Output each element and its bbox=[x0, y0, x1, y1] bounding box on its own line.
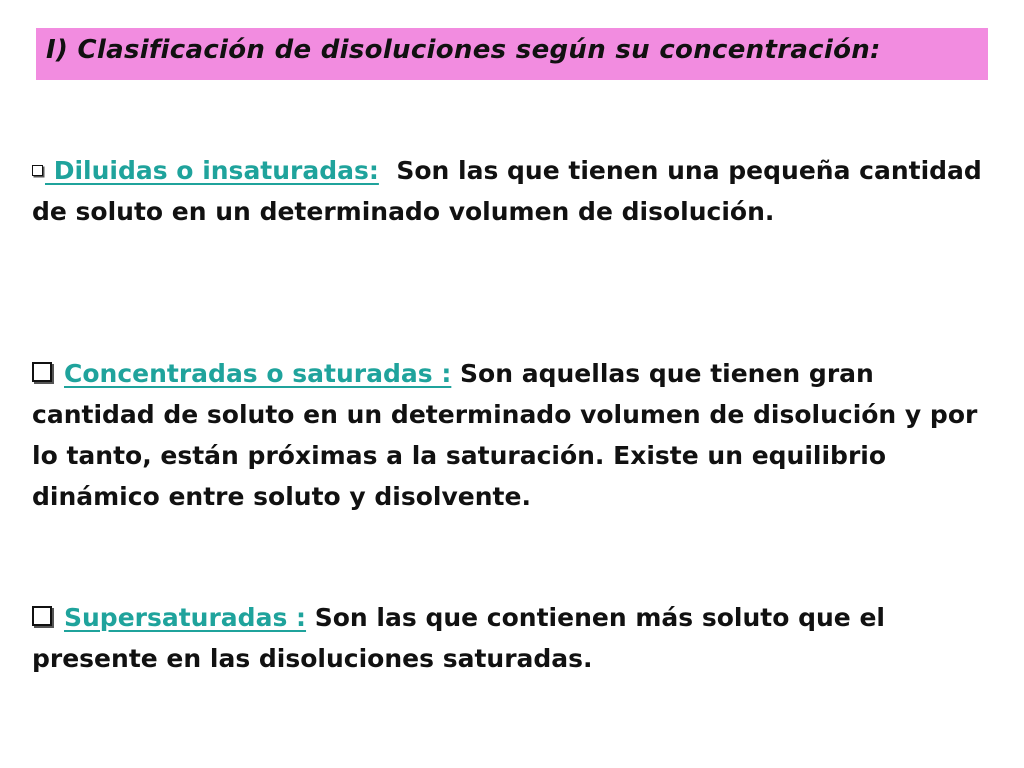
slide-title: I) Clasificación de disoluciones según su concentración: bbox=[46, 35, 881, 65]
title-banner bbox=[36, 28, 988, 80]
hollow-square-bullet-icon bbox=[32, 165, 43, 176]
definition-concentradas: Son aquellas que tienen gran cantidad de soluto en un determinado volumen de disolución y por lo tanto, están próximas a la saturación. Existe un equilibrio dinámico entre soluto y disolvente. bbox=[32, 359, 978, 511]
hollow-square-bullet-icon bbox=[32, 606, 52, 626]
list-item-supersaturadas bbox=[32, 597, 992, 679]
hollow-square-bullet-icon bbox=[32, 362, 52, 382]
definition-supersaturadas: Son las que contienen más soluto que el presente en las disoluciones saturadas. bbox=[32, 603, 885, 673]
term-supersaturadas: Supersaturadas : bbox=[64, 603, 307, 632]
term-diluidas: Diluidas o insaturadas: bbox=[45, 156, 379, 185]
definition-diluidas: Son las que tienen una pequeña cantidad de soluto en un determinado volumen de disolución. bbox=[32, 156, 982, 226]
list-item-diluidas bbox=[32, 150, 992, 232]
term-concentradas: Concentradas o saturadas : bbox=[64, 359, 452, 388]
list-item-concentradas bbox=[32, 353, 992, 517]
